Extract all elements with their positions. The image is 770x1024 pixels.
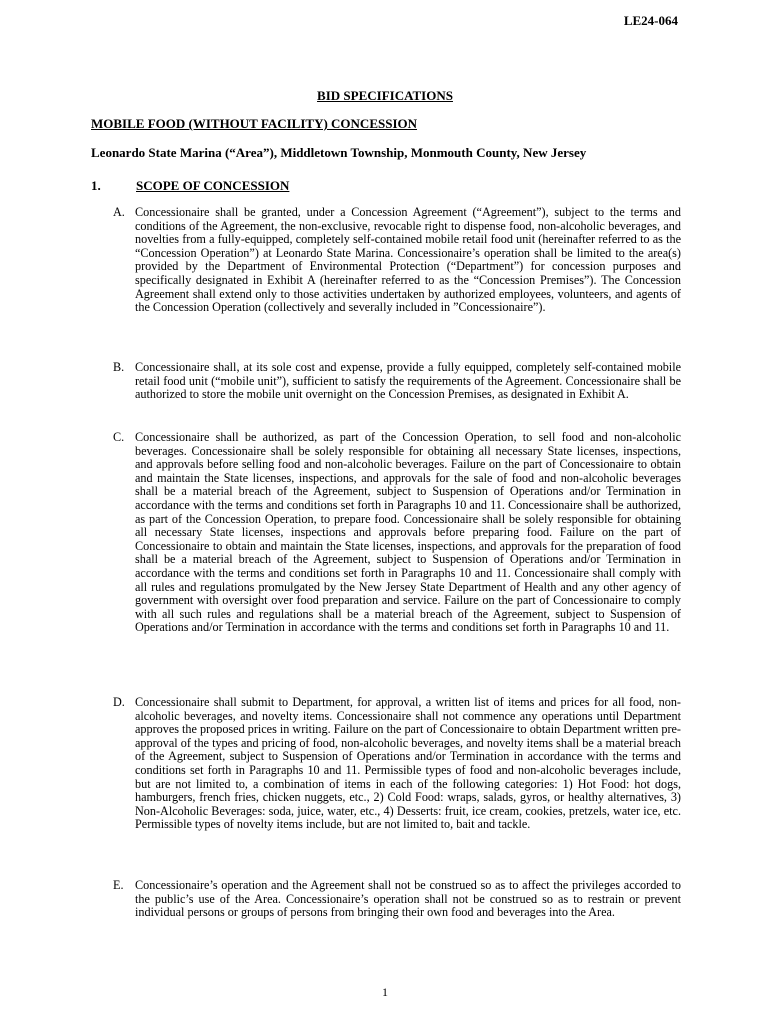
paragraph-letter: A. [113,205,125,219]
paragraph-text: Concessionaire shall be granted, under a Concession Agreement (“Agreement”), subject to the terms and conditions of the Agreement, the non-exclusive, revocable right to dispense food, non-alcoholic beverages, and novelties from a fully-equipped, completely self-contained mobile retail food unit (hereinafter referred to as the “Concession Operation”) at Leonardo State Marina. Concessionaire’s operation shall be limited to the area(s) provided by the Department of Environmental Protection (“Department”) for concession purposes and specifically designated in Exhibit A (hereinafter referred to as the “Concession Premises”). The Concession Agreement shall extend only to those activities undertaken by authorized employees, volunteers, and agents of the Concession Operation (collectively and severally included in ”Concessionaire”). [135,205,681,315]
section-title: SCOPE OF CONCESSION [136,178,290,193]
paragraph-letter: B. [113,360,125,374]
document-id: LE24-064 [623,13,678,28]
paragraph-b [113,361,681,402]
paragraph-d [113,696,681,832]
section-number: 1. [91,178,101,193]
paragraph-letter: C. [113,430,125,444]
document-title: BID SPECIFICATIONS [317,88,453,103]
document-subtitle: MOBILE FOOD (WITHOUT FACILITY) CONCESSION [91,116,418,131]
paragraph-e [113,879,681,920]
paragraph-text: Concessionaire’s operation and the Agreement shall not be construed so as to affect the privileges accorded to the public’s use of the Area. Concessionaire’s operation shall not be construed so as to restrain or prevent individual persons or groups of persons from bringing their own food and beverages into the Area. [135,878,681,920]
page-number: 1 [382,985,388,999]
paragraph-text: Concessionaire shall, at its sole cost and expense, provide a fully equipped, completely self-contained mobile retail food unit (“mobile unit”), sufficient to satisfy the requirements of the Agreement. Concessionaire shall be authorized to store the mobile unit overnight on the Concession Premises, as designated in Exhibit A. [135,360,681,402]
paragraph-letter: D. [113,695,125,709]
paragraph-c [113,431,681,635]
paragraph-text: Concessionaire shall be authorized, as part of the Concession Operation, to sell food and non-alcoholic beverages. Concessionaire shall be solely responsible for obtaining all necessary State licenses, inspections, and approvals before selling food and non-alcoholic beverages. Failure on the part of Concessionaire to obtain and maintain the State licenses, inspections, and approvals for the sale of food and non-alcoholic beverages shall be a material breach of the Agreement, subject to Suspension of Operations and/or Termination in accordance with the terms and conditions set forth in Paragraphs 10 and 11. Concessionaire shall be authorized, as part of the Concession Operation, to prepare food. Concessionaire shall be solely responsible for obtaining all necessary State licenses, inspections and approvals before preparing food. Failure on the part of Concessionaire to obtain and maintain the State licenses, inspections, and approvals for the preparation of food shall be a material breach of the Agreement, subject to Suspension of Operations and/or Termination in accordance with the terms and conditions set forth in Paragraphs 10 and 11. Concessionaire shall comply with all rules and regulations promulgated by the New Jersey State Department of Health and any other agency of government with oversight over food preparation and service. Failure on the part of Concessionaire to comply with all such rules and regulations shall be a material breach of the Agreement, subject to Suspension of Operations and/or Termination in accordance with the terms and conditions set forth in Paragraphs 10 and 11. [135,430,681,635]
paragraph-text: Concessionaire shall submit to Department, for approval, a written list of items and prices for all food, non-alcoholic beverages, and novelty items. Concessionaire shall not commence any operations until Department approves the proposed prices in writing. Failure on the part of Concessionaire to obtain Department written pre-approval of the types and pricing of food, non-alcoholic beverages, and novelty items shall be a material breach of the Agreement, subject to Suspension of Operations and/or Termination in accordance with the terms and conditions set forth in Paragraphs 10 and 11. Permissible types of food and non-alcoholic beverages include, but are not limited to, a combination of items in each of the following categories: 1) Hot Food: hot dogs, hamburgers, french fries, chicken nuggets, etc., 2) Cold Food: wraps, salads, gyros, or healthy alternatives, 3) Non-Alcoholic Beverages: soda, juice, water, etc., 4) Desserts: fruit, ice cream, cookies, pretzels, water ice, etc. Permissible types of novelty items include, but are not limited to, bait and tackle. [135,695,681,832]
location-line: Leonardo State Marina (“Area”), Middletown Township, Monmouth County, New Jersey [91,145,587,160]
paragraph-a [113,206,681,315]
paragraph-letter: E. [113,878,124,892]
